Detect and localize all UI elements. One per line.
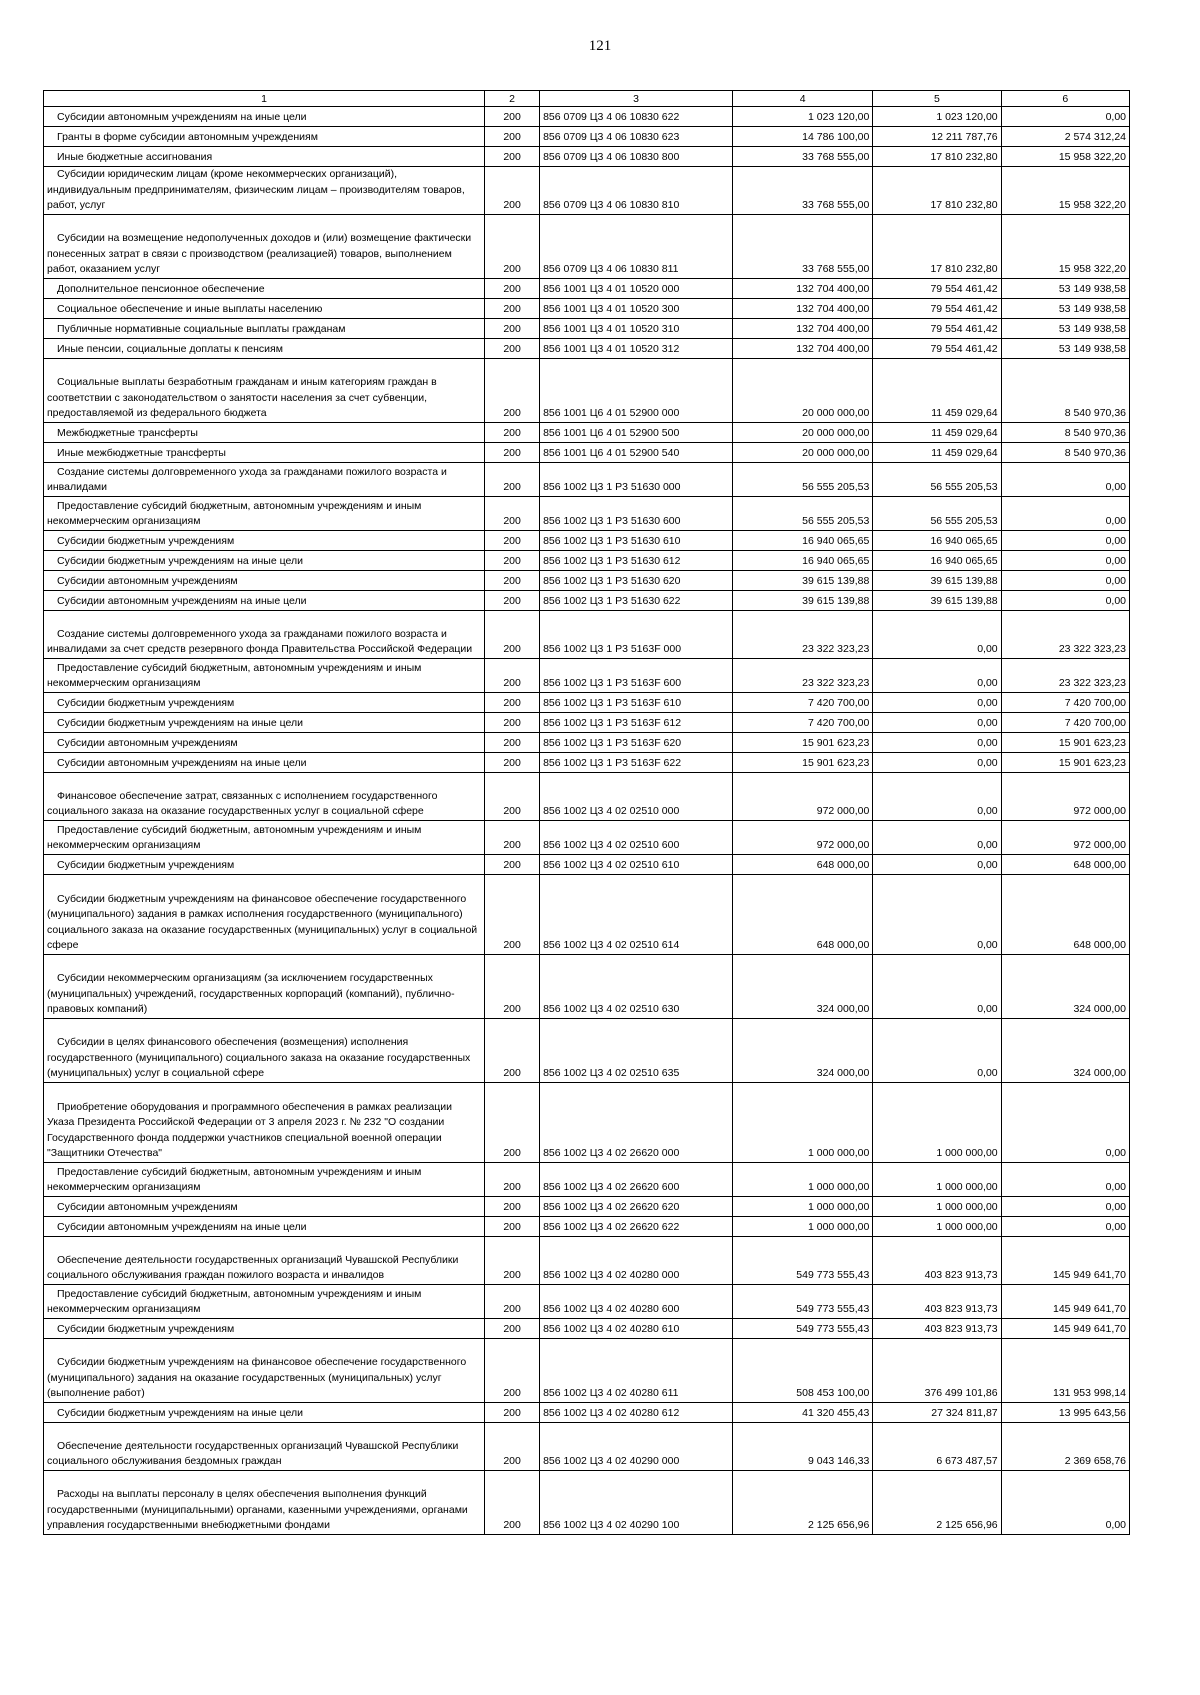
row-approved-amount: 648 000,00 [733, 875, 873, 955]
row-executed-amount: 0,00 [873, 955, 1001, 1019]
row-executed-amount: 0,00 [873, 753, 1001, 773]
table-row [44, 1083, 1130, 1163]
row-line-code: 200 [485, 1423, 540, 1471]
row-executed-amount: 0,00 [873, 875, 1001, 955]
table-row [44, 299, 1130, 319]
row-remaining-amount: 53 149 938,58 [1001, 339, 1129, 359]
row-budget-code: 856 1002 Ц3 1 Р3 5163F 620 [540, 733, 733, 753]
row-budget-code: 856 1002 Ц3 4 02 26620 622 [540, 1217, 733, 1237]
row-line-code: 200 [485, 463, 540, 497]
table-row [44, 1019, 1130, 1083]
row-name: Социальные выплаты безработным гражданам и иным категориям граждан в соответствии с законодательством о занятости населения за счет субвенции, предоставляемой из федерального бюджета [44, 359, 485, 423]
row-remaining-amount: 7 420 700,00 [1001, 713, 1129, 733]
row-line-code: 200 [485, 1019, 540, 1083]
row-line-code: 200 [485, 1319, 540, 1339]
table-row [44, 611, 1130, 659]
row-line-code: 200 [485, 1339, 540, 1403]
row-name: Предоставление субсидий бюджетным, автономным учреждениям и иным некоммерческим организациям [44, 497, 485, 531]
row-executed-amount: 16 940 065,65 [873, 551, 1001, 571]
row-approved-amount: 1 023 120,00 [733, 107, 873, 127]
row-remaining-amount: 15 958 322,20 [1001, 215, 1129, 279]
row-name: Предоставление субсидий бюджетным, автономным учреждениям и иным некоммерческим организациям [44, 1163, 485, 1197]
row-budget-code: 856 1002 Ц3 1 Р3 51630 600 [540, 497, 733, 531]
row-remaining-amount: 0,00 [1001, 463, 1129, 497]
row-executed-amount: 79 554 461,42 [873, 279, 1001, 299]
table-row [44, 1471, 1130, 1535]
row-executed-amount: 17 810 232,80 [873, 215, 1001, 279]
row-approved-amount: 648 000,00 [733, 855, 873, 875]
row-name: Субсидии в целях финансового обеспечения (возмещения) исполнения государственного (муниципального) социального заказа на оказание государственных (муниципальных) услуг в социальной сфере [44, 1019, 485, 1083]
row-remaining-amount: 648 000,00 [1001, 875, 1129, 955]
row-remaining-amount: 8 540 970,36 [1001, 443, 1129, 463]
row-line-code: 200 [485, 773, 540, 821]
row-remaining-amount: 145 949 641,70 [1001, 1237, 1129, 1285]
table-row [44, 773, 1130, 821]
row-remaining-amount: 2 369 658,76 [1001, 1423, 1129, 1471]
row-approved-amount: 15 901 623,23 [733, 733, 873, 753]
row-executed-amount: 1 000 000,00 [873, 1217, 1001, 1237]
row-executed-amount: 0,00 [873, 821, 1001, 855]
row-budget-code: 856 1002 Ц3 4 02 02510 635 [540, 1019, 733, 1083]
row-remaining-amount: 2 574 312,24 [1001, 127, 1129, 147]
table-row [44, 279, 1130, 299]
row-budget-code: 856 1002 Ц3 1 Р3 51630 622 [540, 591, 733, 611]
row-remaining-amount: 23 322 323,23 [1001, 659, 1129, 693]
row-name: Социальное обеспечение и иные выплаты населению [44, 299, 485, 319]
row-budget-code: 856 1001 Ц3 4 01 10520 000 [540, 279, 733, 299]
row-approved-amount: 39 615 139,88 [733, 591, 873, 611]
table-row [44, 127, 1130, 147]
row-name: Субсидии на возмещение недополученных доходов и (или) возмещение фактически понесенных затрат в связи с производством (реализацией) товаров, выполнением работ, оказанием услуг [44, 215, 485, 279]
row-budget-code: 856 1002 Ц3 1 Р3 5163F 610 [540, 693, 733, 713]
row-name: Обеспечение деятельности государственных организаций Чувашской Республики социального обслуживания граждан пожилого возраста и инвалидов [44, 1237, 485, 1285]
table-row [44, 713, 1130, 733]
row-budget-code: 856 1001 Ц3 4 01 10520 300 [540, 299, 733, 319]
row-remaining-amount: 15 958 322,20 [1001, 147, 1129, 167]
table-row [44, 339, 1130, 359]
table-row [44, 147, 1130, 167]
row-executed-amount: 56 555 205,53 [873, 497, 1001, 531]
table-row [44, 955, 1130, 1019]
row-line-code: 200 [485, 1285, 540, 1319]
table-row [44, 319, 1130, 339]
row-approved-amount: 16 940 065,65 [733, 551, 873, 571]
row-executed-amount: 0,00 [873, 713, 1001, 733]
row-line-code: 200 [485, 339, 540, 359]
row-executed-amount: 403 823 913,73 [873, 1319, 1001, 1339]
row-approved-amount: 508 453 100,00 [733, 1339, 873, 1403]
row-line-code: 200 [485, 855, 540, 875]
table-row [44, 753, 1130, 773]
table-row [44, 1285, 1130, 1319]
table-row [44, 1197, 1130, 1217]
row-approved-amount: 33 768 555,00 [733, 215, 873, 279]
row-name: Субсидии автономным учреждениям на иные цели [44, 591, 485, 611]
row-budget-code: 856 1002 Ц3 1 Р3 51630 612 [540, 551, 733, 571]
row-approved-amount: 20 000 000,00 [733, 443, 873, 463]
row-executed-amount: 0,00 [873, 659, 1001, 693]
row-approved-amount: 41 320 455,43 [733, 1403, 873, 1423]
table-row [44, 1217, 1130, 1237]
table-row [44, 167, 1130, 215]
row-line-code: 200 [485, 107, 540, 127]
row-remaining-amount: 0,00 [1001, 571, 1129, 591]
row-approved-amount: 324 000,00 [733, 1019, 873, 1083]
row-approved-amount: 1 000 000,00 [733, 1083, 873, 1163]
row-line-code: 200 [485, 875, 540, 955]
row-name: Приобретение оборудования и программного обеспечения в рамках реализации Указа Президента Российской Федерации от 3 апреля 2023 г. № 232 "О создании Государственного фонда поддержки участников специальной военной операции "Защитники Отечества" [44, 1083, 485, 1163]
row-approved-amount: 132 704 400,00 [733, 339, 873, 359]
row-name: Субсидии автономным учреждениям [44, 571, 485, 591]
row-executed-amount: 0,00 [873, 773, 1001, 821]
row-line-code: 200 [485, 753, 540, 773]
row-name: Субсидии автономным учреждениям [44, 733, 485, 753]
table-row [44, 423, 1130, 443]
row-remaining-amount: 131 953 998,14 [1001, 1339, 1129, 1403]
row-approved-amount: 23 322 323,23 [733, 611, 873, 659]
row-executed-amount: 0,00 [873, 1019, 1001, 1083]
row-budget-code: 856 1001 Ц6 4 01 52900 500 [540, 423, 733, 443]
row-approved-amount: 39 615 139,88 [733, 571, 873, 591]
row-line-code: 200 [485, 279, 540, 299]
row-remaining-amount: 13 995 643,56 [1001, 1403, 1129, 1423]
table-row [44, 733, 1130, 753]
row-name: Предоставление субсидий бюджетным, автономным учреждениям и иным некоммерческим организациям [44, 821, 485, 855]
row-line-code: 200 [485, 497, 540, 531]
row-approved-amount: 132 704 400,00 [733, 319, 873, 339]
row-executed-amount: 11 459 029,64 [873, 359, 1001, 423]
row-budget-code: 856 1002 Ц3 4 02 40280 600 [540, 1285, 733, 1319]
row-line-code: 200 [485, 821, 540, 855]
table-row [44, 215, 1130, 279]
table-row [44, 359, 1130, 423]
row-line-code: 200 [485, 1217, 540, 1237]
row-remaining-amount: 0,00 [1001, 1083, 1129, 1163]
row-remaining-amount: 15 958 322,20 [1001, 167, 1129, 215]
table-row [44, 821, 1130, 855]
row-approved-amount: 132 704 400,00 [733, 279, 873, 299]
row-approved-amount: 15 901 623,23 [733, 753, 873, 773]
row-line-code: 200 [485, 551, 540, 571]
row-budget-code: 856 1001 Ц6 4 01 52900 540 [540, 443, 733, 463]
row-approved-amount: 16 940 065,65 [733, 531, 873, 551]
row-approved-amount: 7 420 700,00 [733, 693, 873, 713]
table-row [44, 855, 1130, 875]
row-approved-amount: 56 555 205,53 [733, 497, 873, 531]
row-remaining-amount: 0,00 [1001, 1163, 1129, 1197]
row-executed-amount: 79 554 461,42 [873, 299, 1001, 319]
row-name: Субсидии бюджетным учреждениям [44, 855, 485, 875]
row-executed-amount: 376 499 101,86 [873, 1339, 1001, 1403]
row-remaining-amount: 972 000,00 [1001, 773, 1129, 821]
row-approved-amount: 549 773 555,43 [733, 1285, 873, 1319]
row-executed-amount: 1 000 000,00 [873, 1083, 1001, 1163]
row-remaining-amount: 324 000,00 [1001, 1019, 1129, 1083]
row-line-code: 200 [485, 659, 540, 693]
row-approved-amount: 549 773 555,43 [733, 1319, 873, 1339]
row-approved-amount: 33 768 555,00 [733, 167, 873, 215]
row-executed-amount: 6 673 487,57 [873, 1423, 1001, 1471]
row-remaining-amount: 8 540 970,36 [1001, 423, 1129, 443]
row-name: Субсидии юридическим лицам (кроме некоммерческих организаций), индивидуальным предпринимателям, физическим лицам – производителям товаров, работ, услуг [44, 167, 485, 215]
row-name: Субсидии бюджетным учреждениям на финансовое обеспечение государственного (муниципального) задания на оказание государственных (муниципальных) услуг (выполнение работ) [44, 1339, 485, 1403]
row-budget-code: 856 1002 Ц3 4 02 02510 614 [540, 875, 733, 955]
row-remaining-amount: 15 901 623,23 [1001, 753, 1129, 773]
row-remaining-amount: 0,00 [1001, 107, 1129, 127]
row-remaining-amount: 23 322 323,23 [1001, 611, 1129, 659]
table-row [44, 531, 1130, 551]
row-budget-code: 856 0709 Ц3 4 06 10830 623 [540, 127, 733, 147]
row-budget-code: 856 1002 Ц3 4 02 26620 620 [540, 1197, 733, 1217]
row-name: Финансовое обеспечение затрат, связанных с исполнением государственного социального заказа на оказание государственных услуг в социальной сфере [44, 773, 485, 821]
row-executed-amount: 1 023 120,00 [873, 107, 1001, 127]
row-executed-amount: 1 000 000,00 [873, 1163, 1001, 1197]
column-header-6: 6 [1001, 91, 1129, 107]
row-remaining-amount: 15 901 623,23 [1001, 733, 1129, 753]
row-budget-code: 856 1002 Ц3 4 02 02510 600 [540, 821, 733, 855]
row-remaining-amount: 0,00 [1001, 551, 1129, 571]
row-line-code: 200 [485, 1197, 540, 1217]
row-line-code: 200 [485, 591, 540, 611]
row-name: Расходы на выплаты персоналу в целях обеспечения выполнения функций государственными (муниципальными) органами, казенными учреждениями, органами управления государственными внебюджетными фондами [44, 1471, 485, 1535]
row-line-code: 200 [485, 611, 540, 659]
column-header-2: 2 [485, 91, 540, 107]
row-line-code: 200 [485, 571, 540, 591]
row-approved-amount: 2 125 656,96 [733, 1471, 873, 1535]
row-line-code: 200 [485, 215, 540, 279]
row-budget-code: 856 1002 Ц3 1 Р3 51630 000 [540, 463, 733, 497]
row-name: Предоставление субсидий бюджетным, автономным учреждениям и иным некоммерческим организациям [44, 1285, 485, 1319]
row-executed-amount: 79 554 461,42 [873, 319, 1001, 339]
row-budget-code: 856 1002 Ц3 1 Р3 51630 620 [540, 571, 733, 591]
row-name: Публичные нормативные социальные выплаты гражданам [44, 319, 485, 339]
column-header-4: 4 [733, 91, 873, 107]
row-line-code: 200 [485, 733, 540, 753]
row-remaining-amount: 8 540 970,36 [1001, 359, 1129, 423]
row-line-code: 200 [485, 299, 540, 319]
row-budget-code: 856 0709 Ц3 4 06 10830 622 [540, 107, 733, 127]
row-remaining-amount: 7 420 700,00 [1001, 693, 1129, 713]
row-executed-amount: 2 125 656,96 [873, 1471, 1001, 1535]
row-line-code: 200 [485, 443, 540, 463]
row-line-code: 200 [485, 147, 540, 167]
row-budget-code: 856 1002 Ц3 1 Р3 5163F 622 [540, 753, 733, 773]
row-executed-amount: 12 211 787,76 [873, 127, 1001, 147]
row-line-code: 200 [485, 713, 540, 733]
table-row [44, 1339, 1130, 1403]
row-line-code: 200 [485, 319, 540, 339]
row-line-code: 200 [485, 359, 540, 423]
table-body [44, 107, 1130, 1535]
table-row [44, 443, 1130, 463]
row-remaining-amount: 0,00 [1001, 1217, 1129, 1237]
row-remaining-amount: 0,00 [1001, 497, 1129, 531]
row-remaining-amount: 648 000,00 [1001, 855, 1129, 875]
row-line-code: 200 [485, 693, 540, 713]
table-row [44, 1163, 1130, 1197]
table-row [44, 591, 1130, 611]
row-budget-code: 856 1002 Ц3 4 02 40280 610 [540, 1319, 733, 1339]
row-executed-amount: 27 324 811,87 [873, 1403, 1001, 1423]
row-approved-amount: 20 000 000,00 [733, 423, 873, 443]
row-budget-code: 856 1002 Ц3 1 Р3 5163F 000 [540, 611, 733, 659]
row-executed-amount: 1 000 000,00 [873, 1197, 1001, 1217]
row-name: Межбюджетные трансферты [44, 423, 485, 443]
row-executed-amount: 39 615 139,88 [873, 571, 1001, 591]
row-name: Субсидии бюджетным учреждениям [44, 1319, 485, 1339]
row-executed-amount: 403 823 913,73 [873, 1285, 1001, 1319]
row-approved-amount: 14 786 100,00 [733, 127, 873, 147]
table-row [44, 875, 1130, 955]
row-budget-code: 856 1001 Ц6 4 01 52900 000 [540, 359, 733, 423]
row-name: Субсидии автономным учреждениям [44, 1197, 485, 1217]
row-name: Гранты в форме субсидии автономным учреждениям [44, 127, 485, 147]
row-approved-amount: 1 000 000,00 [733, 1163, 873, 1197]
column-header-5: 5 [873, 91, 1001, 107]
row-approved-amount: 1 000 000,00 [733, 1217, 873, 1237]
table-row [44, 1319, 1130, 1339]
row-approved-amount: 132 704 400,00 [733, 299, 873, 319]
row-line-code: 200 [485, 955, 540, 1019]
row-name: Обеспечение деятельности государственных организаций Чувашской Республики социального обслуживания бездомных граждан [44, 1423, 485, 1471]
row-budget-code: 856 1001 Ц3 4 01 10520 310 [540, 319, 733, 339]
row-remaining-amount: 145 949 641,70 [1001, 1285, 1129, 1319]
column-header-1: 1 [44, 91, 485, 107]
budget-table [43, 90, 1130, 1535]
row-name: Субсидии некоммерческим организациям (за исключением государственных (муниципальных) учреждений, государственных корпораций (компаний), публично-правовых компаний) [44, 955, 485, 1019]
row-executed-amount: 0,00 [873, 733, 1001, 753]
row-executed-amount: 39 615 139,88 [873, 591, 1001, 611]
row-executed-amount: 11 459 029,64 [873, 443, 1001, 463]
row-line-code: 200 [485, 1471, 540, 1535]
row-approved-amount: 56 555 205,53 [733, 463, 873, 497]
row-executed-amount: 79 554 461,42 [873, 339, 1001, 359]
row-approved-amount: 7 420 700,00 [733, 713, 873, 733]
row-remaining-amount: 53 149 938,58 [1001, 319, 1129, 339]
table-row [44, 497, 1130, 531]
row-remaining-amount: 0,00 [1001, 1197, 1129, 1217]
table-row [44, 551, 1130, 571]
row-budget-code: 856 1002 Ц3 4 02 26620 600 [540, 1163, 733, 1197]
row-name: Создание системы долговременного ухода за гражданами пожилого возраста и инвалидами [44, 463, 485, 497]
row-name: Субсидии бюджетным учреждениям [44, 693, 485, 713]
row-remaining-amount: 53 149 938,58 [1001, 279, 1129, 299]
row-budget-code: 856 1002 Ц3 4 02 40290 100 [540, 1471, 733, 1535]
row-remaining-amount: 0,00 [1001, 531, 1129, 551]
row-budget-code: 856 1001 Ц3 4 01 10520 312 [540, 339, 733, 359]
table-row [44, 1403, 1130, 1423]
row-line-code: 200 [485, 1403, 540, 1423]
row-line-code: 200 [485, 1083, 540, 1163]
row-executed-amount: 17 810 232,80 [873, 167, 1001, 215]
row-executed-amount: 16 940 065,65 [873, 531, 1001, 551]
row-remaining-amount: 324 000,00 [1001, 955, 1129, 1019]
row-budget-code: 856 1002 Ц3 4 02 40280 000 [540, 1237, 733, 1285]
row-executed-amount: 56 555 205,53 [873, 463, 1001, 497]
row-budget-code: 856 1002 Ц3 4 02 40280 611 [540, 1339, 733, 1403]
row-remaining-amount: 0,00 [1001, 591, 1129, 611]
row-budget-code: 856 1002 Ц3 4 02 40280 612 [540, 1403, 733, 1423]
row-budget-code: 856 1002 Ц3 1 Р3 51630 610 [540, 531, 733, 551]
table-row [44, 693, 1130, 713]
row-executed-amount: 0,00 [873, 693, 1001, 713]
row-executed-amount: 0,00 [873, 855, 1001, 875]
table-row [44, 1423, 1130, 1471]
row-name: Иные пенсии, социальные доплаты к пенсиям [44, 339, 485, 359]
row-approved-amount: 549 773 555,43 [733, 1237, 873, 1285]
row-executed-amount: 17 810 232,80 [873, 147, 1001, 167]
row-name: Субсидии автономным учреждениям на иные цели [44, 1217, 485, 1237]
row-approved-amount: 23 322 323,23 [733, 659, 873, 693]
table-row [44, 659, 1130, 693]
row-executed-amount: 0,00 [873, 611, 1001, 659]
row-name: Субсидии бюджетным учреждениям на иные цели [44, 1403, 485, 1423]
row-budget-code: 856 1002 Ц3 1 Р3 5163F 612 [540, 713, 733, 733]
row-name: Субсидии автономным учреждениям на иные цели [44, 107, 485, 127]
row-name: Создание системы долговременного ухода за гражданами пожилого возраста и инвалидами за счет средств резервного фонда Правительства Российской Федерации [44, 611, 485, 659]
row-executed-amount: 403 823 913,73 [873, 1237, 1001, 1285]
row-budget-code: 856 0709 Ц3 4 06 10830 811 [540, 215, 733, 279]
page-number: 121 [588, 38, 612, 54]
row-approved-amount: 1 000 000,00 [733, 1197, 873, 1217]
row-line-code: 200 [485, 531, 540, 551]
row-line-code: 200 [485, 1163, 540, 1197]
row-approved-amount: 324 000,00 [733, 955, 873, 1019]
row-budget-code: 856 1002 Ц3 1 Р3 5163F 600 [540, 659, 733, 693]
row-approved-amount: 972 000,00 [733, 821, 873, 855]
row-name: Дополнительное пенсионное обеспечение [44, 279, 485, 299]
table-row [44, 463, 1130, 497]
row-name: Субсидии бюджетным учреждениям на иные цели [44, 551, 485, 571]
row-name: Предоставление субсидий бюджетным, автономным учреждениям и иным некоммерческим организациям [44, 659, 485, 693]
row-budget-code: 856 0709 Ц3 4 06 10830 810 [540, 167, 733, 215]
row-name: Субсидии бюджетным учреждениям на иные цели [44, 713, 485, 733]
table-row [44, 107, 1130, 127]
table-row [44, 571, 1130, 591]
table-row [44, 1237, 1130, 1285]
row-approved-amount: 33 768 555,00 [733, 147, 873, 167]
row-remaining-amount: 0,00 [1001, 1471, 1129, 1535]
row-remaining-amount: 53 149 938,58 [1001, 299, 1129, 319]
row-line-code: 200 [485, 1237, 540, 1285]
row-line-code: 200 [485, 423, 540, 443]
row-name: Иные бюджетные ассигнования [44, 147, 485, 167]
column-header-3: 3 [540, 91, 733, 107]
row-line-code: 200 [485, 127, 540, 147]
row-executed-amount: 11 459 029,64 [873, 423, 1001, 443]
row-approved-amount: 20 000 000,00 [733, 359, 873, 423]
row-remaining-amount: 145 949 641,70 [1001, 1319, 1129, 1339]
row-budget-code: 856 1002 Ц3 4 02 02510 630 [540, 955, 733, 1019]
row-approved-amount: 972 000,00 [733, 773, 873, 821]
row-remaining-amount: 972 000,00 [1001, 821, 1129, 855]
row-line-code: 200 [485, 167, 540, 215]
row-budget-code: 856 1002 Ц3 4 02 02510 000 [540, 773, 733, 821]
row-name: Субсидии автономным учреждениям на иные цели [44, 753, 485, 773]
row-name: Субсидии бюджетным учреждениям [44, 531, 485, 551]
row-budget-code: 856 1002 Ц3 4 02 26620 000 [540, 1083, 733, 1163]
row-name: Иные межбюджетные трансферты [44, 443, 485, 463]
row-budget-code: 856 0709 Ц3 4 06 10830 800 [540, 147, 733, 167]
row-budget-code: 856 1002 Ц3 4 02 40290 000 [540, 1423, 733, 1471]
row-name: Субсидии бюджетным учреждениям на финансовое обеспечение государственного (муниципального) задания в рамках исполнения государственного (муниципального) социального заказа на оказание государственных (муниципальных) услуг в социальной сфере [44, 875, 485, 955]
row-budget-code: 856 1002 Ц3 4 02 02510 610 [540, 855, 733, 875]
row-approved-amount: 9 043 146,33 [733, 1423, 873, 1471]
column-number-header-row [44, 91, 1130, 107]
